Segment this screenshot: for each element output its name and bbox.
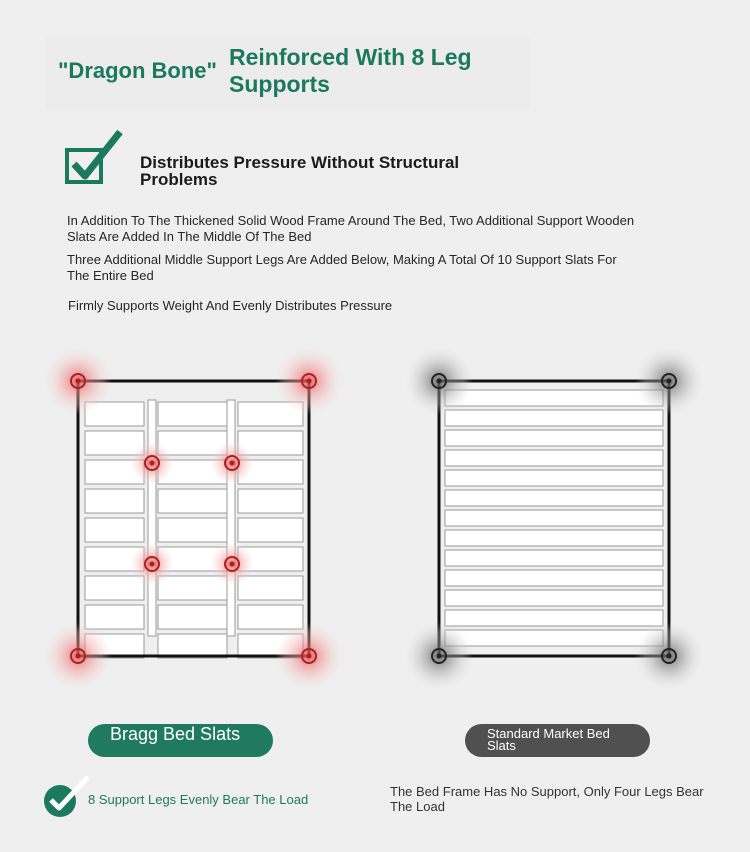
standard-caption: The Bed Frame Has No Support, Only Four Legs Bear The Load — [390, 784, 704, 814]
paragraph-support: Firmly Supports Weight And Evenly Distributes Pressure — [68, 298, 393, 313]
paragraph-legs: Three Additional Middle Support Legs Are Added Below, Making A Total Of 10 Support Slats For The Entire Bed — [67, 252, 617, 283]
bragg-caption: 8 Support Legs Evenly Bear The Load — [88, 792, 309, 807]
slat — [445, 570, 663, 586]
slat — [445, 390, 663, 406]
support-point-dot — [667, 379, 672, 384]
slat — [445, 550, 663, 566]
slat — [238, 518, 303, 542]
title-quote: "Dragon Bone" — [58, 58, 217, 83]
slat — [445, 610, 663, 626]
checkmark-box-icon — [64, 128, 124, 186]
standard-bed-diagram — [400, 340, 710, 700]
center-rail — [148, 400, 156, 636]
slat — [445, 590, 663, 606]
slat — [445, 410, 663, 426]
slat — [238, 489, 303, 513]
slat — [158, 518, 227, 542]
support-point-dot — [230, 562, 235, 567]
reinforced-bed-diagram — [40, 340, 350, 700]
support-point-dot — [437, 654, 442, 659]
slat — [85, 576, 144, 600]
left-slats — [85, 400, 303, 658]
slat — [445, 510, 663, 526]
slat — [445, 470, 663, 486]
sub-heading: Distributes Pressure Without Structural Problems — [140, 153, 460, 189]
slat — [238, 576, 303, 600]
right-slats — [445, 390, 663, 646]
slat — [445, 450, 663, 466]
slat — [445, 630, 663, 646]
support-point-dot — [667, 654, 672, 659]
slat — [158, 402, 227, 426]
support-point-dot — [150, 461, 155, 466]
page-title: Reinforced With 8 Leg Supports — [229, 44, 472, 97]
center-rail — [227, 400, 235, 636]
slat — [158, 605, 227, 629]
slat — [85, 518, 144, 542]
check-circle-icon — [42, 775, 92, 821]
slat — [158, 634, 227, 658]
slat — [445, 530, 663, 546]
support-point-dot — [307, 654, 312, 659]
standard-label-pill: Standard Market Bed Slats — [465, 724, 650, 757]
support-point-dot — [76, 379, 81, 384]
slat — [85, 489, 144, 513]
support-point-dot — [230, 461, 235, 466]
slat — [445, 490, 663, 506]
support-point-dot — [150, 562, 155, 567]
slat — [238, 605, 303, 629]
support-point-dot — [437, 379, 442, 384]
slat — [445, 430, 663, 446]
slat — [158, 489, 227, 513]
bragg-label-pill: Bragg Bed Slats — [88, 724, 273, 757]
support-point-dot — [76, 654, 81, 659]
paragraph-frame: In Addition To The Thickened Solid Wood Frame Around The Bed, Two Additional Support Wooden Slats Are Added In The Middle Of The Bed — [67, 213, 635, 244]
slat — [85, 605, 144, 629]
support-point-dot — [307, 379, 312, 384]
